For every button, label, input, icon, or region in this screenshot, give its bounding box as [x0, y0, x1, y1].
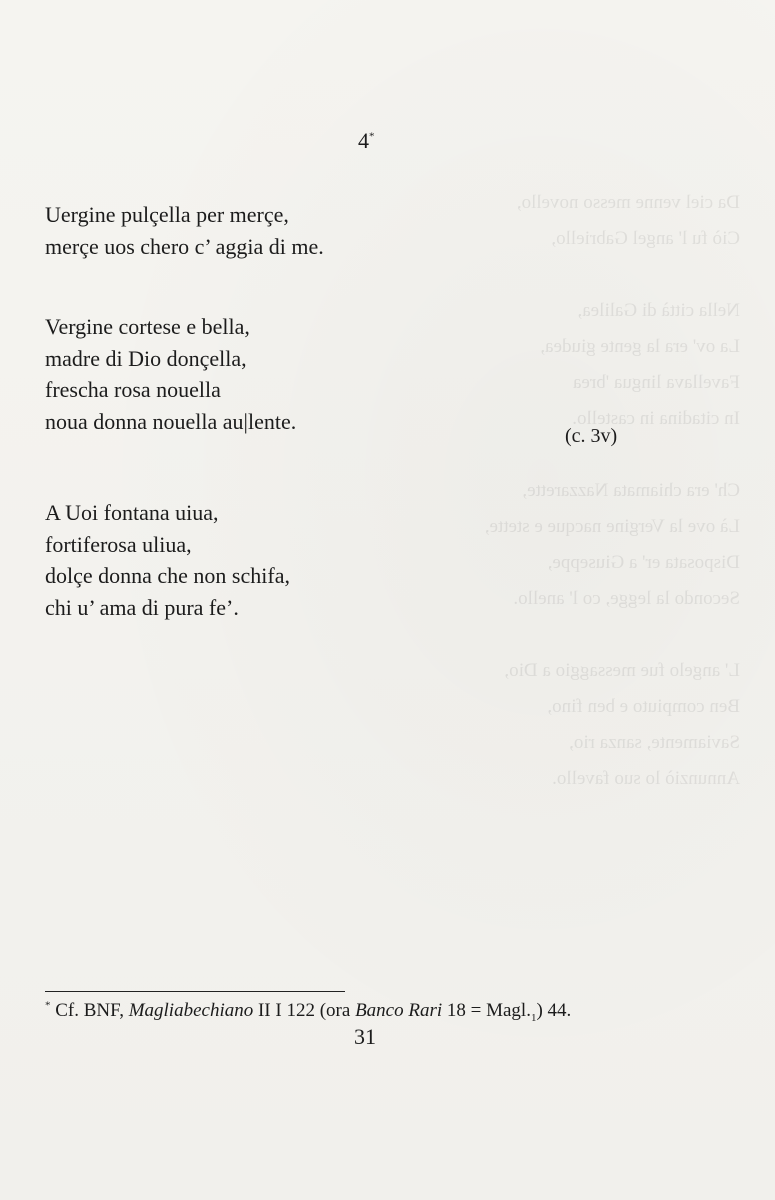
verse-line: madre di Dio donçella,: [45, 345, 247, 371]
footnote-prefix: Cf. BNF,: [50, 1000, 129, 1021]
stanza-1: [45, 199, 324, 262]
reverse-side-show-through: Da ciel venne messo novello, Ciò fu l' angel Gabriello, Nella città di Galilea, La ov' era la gente giudea, Favellava lingua 'brea In citadina in castello. Ch' era chiamata Nazzarette, Là ove la Vergine nacque e stette, Disposata er' a Giuseppe, Secondo la legge, co l' anello. L' angelo fue messaggio a Dio, Ben compiuto e ben fino, Saviamente, sanza rio, Annunziò lo suo favello.: [484, 192, 740, 789]
verse-line: dolçe donna che non schifa,: [45, 563, 290, 588]
verse-line: fortiferosa uliua,: [45, 531, 192, 557]
footnote-mid-1: II I 122 (ora: [253, 1000, 356, 1021]
verse-line: Uergine pulçella per merçe,: [45, 202, 289, 227]
footnote-mid-2: 18 = Magl.: [442, 1000, 531, 1021]
verse-line: Vergine cortese e bella,: [45, 314, 250, 339]
footnote-marker: *: [369, 130, 375, 143]
verse-line: chi u’ ama di pura fe’.: [45, 594, 239, 620]
footnote-subscript: 1: [530, 1011, 537, 1024]
footnote-title-1: Magliabechiano: [128, 1000, 254, 1021]
footnote: [45, 1000, 571, 1022]
verse-line: noua donna nouella au|lente.: [45, 408, 297, 434]
manuscript-folio-note: (c. 3v): [565, 425, 618, 447]
verse-line: A Uoi fontana uiua,: [45, 500, 219, 525]
poem-number: 4*: [358, 128, 375, 153]
page-number: 31: [354, 1024, 376, 1049]
verse-line: frescha rosa nouella: [45, 377, 221, 402]
stanza-2: [45, 311, 296, 437]
stanza-3: [45, 497, 290, 623]
verse-line: merçe uos chero c’ aggia di me.: [45, 233, 324, 259]
footnote-suffix: ) 44.: [536, 1000, 572, 1021]
footnote-title-2: Banco Rari: [355, 1000, 443, 1021]
footnote-divider: [45, 991, 345, 992]
footnote-mark: *: [45, 999, 51, 1012]
